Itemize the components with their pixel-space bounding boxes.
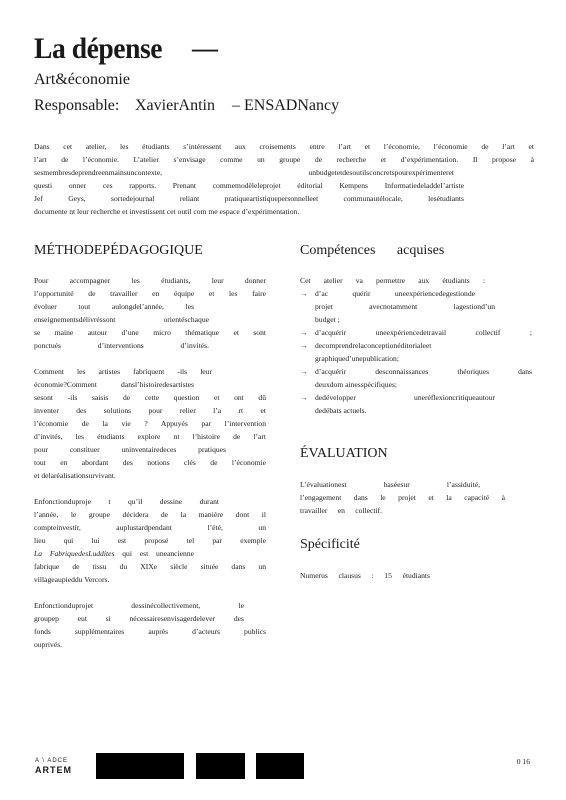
- methode-paragraph: [34, 274, 266, 352]
- text-line: l’année, le groupe décidera de la manière dont il: [34, 510, 266, 519]
- text-line: villageaupieddu Vercors.: [34, 575, 110, 584]
- text-line: lieu qui lui est proposé tel par exemple: [34, 536, 266, 545]
- specificite-body: [300, 569, 430, 582]
- text-line: évoluer tout aulongdel’année, les: [34, 302, 194, 311]
- text-line: fabrique de tissu du XIXe siècle située dans un: [34, 562, 266, 571]
- text-line: ouprivés.: [34, 640, 63, 649]
- text-line: économie?Comment dansl’histoiredesartistes: [34, 380, 194, 389]
- intro-line: questi onner ces rapports. Prenant commemodèleleprojet éditorial Kempens InformatiedeladdeI’artiste: [34, 181, 464, 190]
- text-line: Pour accompagner les étudiants, leur donner: [34, 276, 266, 285]
- redacted-block: [256, 753, 304, 779]
- intro-paragraph: [34, 140, 534, 218]
- text-line: dedévelopper uneréflexioncritiqueautour: [315, 393, 495, 402]
- artem-logo: [35, 757, 79, 775]
- text-line: dedébats actuels.: [315, 406, 367, 415]
- competence-item: [300, 326, 532, 339]
- intro-line: l’art de l’économie. L’atelier s’envisage comme un groupe de recherche et d’expérimentation. Il propose à: [34, 155, 534, 164]
- competence-item: [300, 339, 532, 365]
- text-line: [34, 547, 194, 560]
- text-line: budget ;: [315, 315, 340, 324]
- redacted-block: [96, 753, 184, 779]
- text-line: sesont -ils saisis de cette question et ont dû: [34, 393, 266, 402]
- responsible-label: Responsable:: [34, 97, 120, 114]
- subtitle: Art&économie: [34, 71, 130, 88]
- competences-intro: Cet atelier va permettre aux étudiants :: [300, 276, 485, 285]
- methode-paragraph: [34, 599, 266, 651]
- methode-body: [34, 274, 266, 664]
- text-line: Enfonctionduprojet dessinécollectivement, le: [34, 601, 244, 610]
- text-line: l’engagement dans le projet et la capacité à: [300, 493, 505, 502]
- logo-top-text: A \ ADCE: [35, 758, 69, 764]
- responsible-name: XavierAntin: [135, 97, 215, 114]
- intro-line: sesmembresdeprendreenmainsuncontexte, unbudgetetdesoutilsconcretspourexpérimenteret: [34, 168, 454, 177]
- competences-body: [300, 274, 532, 417]
- text-line: Numerus clausus : 15 étudiants: [300, 571, 430, 580]
- text-line: inventer des solutions pour relier l’a rt et: [34, 406, 266, 415]
- arrow-icon: →: [300, 289, 308, 298]
- evaluation-heading: ÉVALUATION: [300, 446, 388, 461]
- intro-line: documente nt leur recherche et investissent cet outil com me espace d’expérimentation.: [34, 207, 300, 216]
- text-line: l’opportunité de travailler en équipe et les faire: [34, 289, 266, 298]
- intro-line: Dans cet atelier, les étudiants s’intéressent aux croisements entre l’art et l’économie, l’économie de l’art et: [34, 142, 534, 151]
- text-line: d’acquérir desconnaissances théoriques dans: [315, 367, 532, 376]
- school-name: – ENSADNancy: [232, 97, 340, 114]
- intro-line: Jef Geys, sortedejournal reliant pratiqueartistiquepersonnelleet communautélocale, lesétudiants: [34, 194, 464, 203]
- methode-heading: MÉTHODEPÉDAGOGIQUE: [34, 243, 203, 258]
- arrow-icon: →: [300, 341, 308, 350]
- text-line: enseignementsdélivréssont orientéschaque: [34, 315, 209, 324]
- specificite-heading: Spécificité: [300, 537, 360, 552]
- redacted-block: [196, 753, 245, 779]
- text-line: compteinvestir, auplustardpendant l’été, un: [34, 523, 266, 532]
- text-line: groupep eut si nécessairesenvisagerdelever des: [34, 614, 244, 623]
- example-rest: qui est uneancienne: [122, 549, 194, 558]
- text-line: travailler en collectif.: [300, 506, 382, 515]
- text-line: pour constituer uninventairedeces pratiques: [34, 445, 226, 454]
- text-line: ponctués d’interventions d’invités.: [34, 341, 209, 350]
- methode-paragraph: [34, 365, 266, 482]
- text-line: fonds supplémentaires auprès d’acteurs publics: [34, 627, 266, 636]
- text-line: Comment les artistes fabriquent -ils leur: [34, 367, 212, 376]
- text-line: d’acquérir uneexpériencedetravail collectif ;: [315, 328, 532, 337]
- page-title: La dépense: [34, 32, 163, 65]
- logo-main-text: ARTEM: [35, 765, 72, 775]
- text-line: d’ac quérir uneexpériencedegestionde: [315, 289, 475, 298]
- text-line: L’évaluationest baséesur l’assiduité,: [300, 480, 480, 489]
- text-line: projet avecnotamment lagestiond’un: [315, 302, 495, 311]
- arrow-icon: →: [300, 367, 308, 376]
- arrow-icon: →: [300, 393, 308, 402]
- text-line: graphiqued’unepublication;: [315, 354, 399, 363]
- competence-item: [300, 287, 532, 326]
- title-dash: —: [192, 34, 218, 63]
- competences-heading: Compétences acquises: [300, 243, 445, 258]
- example-title: La FabriquedesLuddites: [34, 549, 115, 558]
- page-number: 0 16: [516, 757, 530, 766]
- text-line: decomprendrelaconceptionéditorialeet: [315, 341, 432, 350]
- evaluation-body: [300, 478, 505, 517]
- text-line: d’invités, les étudiants explore nt l’histoire de l’art: [34, 432, 266, 441]
- title-row: [34, 30, 274, 70]
- text-line: deuxdom ainesspécifiques;: [315, 380, 398, 389]
- text-line: Enfonctionduproje t qu’il dessine durant: [34, 497, 219, 506]
- text-line: l’économie de la vie ? Appuyés par l’intervention: [34, 419, 266, 428]
- arrow-icon: →: [300, 328, 308, 337]
- text-line: et delaréalisationsurvivant.: [34, 471, 116, 480]
- competence-item: [300, 365, 532, 391]
- text-line: tout en abordant des notions clés de l’économie: [34, 458, 266, 467]
- methode-paragraph: [34, 495, 266, 586]
- competence-item: [300, 391, 532, 417]
- text-line: se maine autour d’une micro thématique et sont: [34, 328, 266, 337]
